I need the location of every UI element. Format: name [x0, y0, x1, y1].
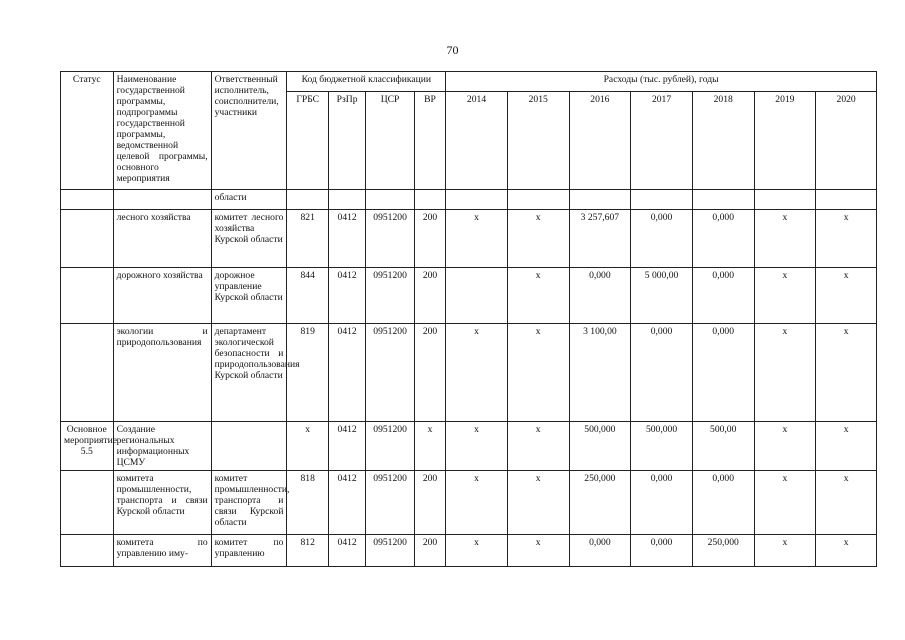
cell-code: х: [287, 422, 328, 471]
table-row: [61, 190, 877, 210]
header-name: Наименование государственной программы, подпрограммы государственной программы, ведомственной целевой программы, основного мероприятия: [113, 72, 211, 190]
cell-value: х: [446, 422, 508, 471]
cell-responsible: [211, 422, 287, 471]
table-row: [61, 471, 877, 535]
header-code-grbs: ГРБС: [287, 92, 328, 190]
cell-value: [816, 190, 877, 210]
cell-value: х: [754, 422, 816, 471]
cell-value: х: [816, 268, 877, 324]
header-year: 2019: [754, 92, 816, 190]
header-status: Статус: [61, 72, 114, 190]
cell-value: 0,000: [569, 268, 631, 324]
header-responsible: Ответственный исполнитель, соисполнители, участники: [211, 72, 287, 190]
cell-code: 0412: [328, 324, 365, 422]
cell-value: х: [507, 471, 569, 535]
cell-name: лесного хозяйства: [113, 210, 211, 268]
cell-code: 0951200: [366, 210, 415, 268]
cell-value: 0,000: [631, 535, 693, 567]
cell-code: х: [414, 422, 445, 471]
cell-status: [61, 210, 114, 268]
table-row: [61, 422, 877, 471]
cell-value: 0,000: [631, 471, 693, 535]
cell-responsible: комитет промышленности, транспорта и связи Курской области: [211, 471, 287, 535]
cell-value: [569, 190, 631, 210]
header-code-csr: ЦСР: [366, 92, 415, 190]
cell-value: х: [446, 471, 508, 535]
cell-value: х: [754, 535, 816, 567]
cell-value: х: [507, 535, 569, 567]
cell-value: х: [816, 210, 877, 268]
cell-code: 0951200: [366, 268, 415, 324]
cell-code: 200: [414, 268, 445, 324]
header-code-rzpr: РзПр: [328, 92, 365, 190]
budget-table: [60, 71, 877, 567]
cell-responsible: комитет по управлению: [211, 535, 287, 567]
cell-value: [692, 190, 754, 210]
cell-value: х: [507, 268, 569, 324]
cell-value: 0,000: [692, 324, 754, 422]
header-year: 2016: [569, 92, 631, 190]
cell-value: х: [816, 324, 877, 422]
cell-code: 0412: [328, 268, 365, 324]
cell-code: [366, 190, 415, 210]
cell-code: 0951200: [366, 422, 415, 471]
cell-value: [507, 190, 569, 210]
cell-value: 500,000: [631, 422, 693, 471]
cell-value: [754, 190, 816, 210]
cell-code: 0951200: [366, 471, 415, 535]
header-year: 2018: [692, 92, 754, 190]
cell-code: 200: [414, 324, 445, 422]
cell-value: х: [816, 471, 877, 535]
cell-code: 200: [414, 210, 445, 268]
cell-code: 0412: [328, 471, 365, 535]
header-year: 2017: [631, 92, 693, 190]
cell-name: [113, 190, 211, 210]
cell-responsible: комитет лесного хозяйства Курской области: [211, 210, 287, 268]
cell-value: 250,000: [569, 471, 631, 535]
cell-code: [328, 190, 365, 210]
cell-value: х: [754, 324, 816, 422]
cell-code: [414, 190, 445, 210]
page-number: 70: [446, 43, 459, 57]
cell-value: х: [507, 324, 569, 422]
cell-status: [61, 471, 114, 535]
cell-value: х: [754, 268, 816, 324]
cell-code: 200: [414, 535, 445, 567]
cell-value: [446, 268, 508, 324]
cell-value: 0,000: [692, 471, 754, 535]
header-code-vr: ВР: [414, 92, 445, 190]
cell-name: комитета промышленности, транспорта и связи Курской области: [113, 471, 211, 535]
cell-value: х: [446, 324, 508, 422]
cell-value: 250,000: [692, 535, 754, 567]
cell-code: 0951200: [366, 324, 415, 422]
cell-code: 812: [287, 535, 328, 567]
cell-status: [61, 535, 114, 567]
cell-responsible: департамент экологической безопасности и природопользования Курской области: [211, 324, 287, 422]
cell-responsible: дорожное управление Курской области: [211, 268, 287, 324]
table-row: [61, 324, 877, 422]
cell-code: 0951200: [366, 535, 415, 567]
cell-value: 3 257,607: [569, 210, 631, 268]
cell-value: 0,000: [692, 268, 754, 324]
cell-code: 844: [287, 268, 328, 324]
table-row: [61, 535, 877, 567]
cell-code: 0412: [328, 422, 365, 471]
cell-code: 818: [287, 471, 328, 535]
cell-value: [446, 190, 508, 210]
cell-value: х: [446, 535, 508, 567]
header-expenses-group: Расходы (тыс. рублей), годы: [446, 72, 877, 92]
cell-status: [61, 324, 114, 422]
cell-code: 0412: [328, 210, 365, 268]
cell-value: х: [816, 422, 877, 471]
cell-code: 200: [414, 471, 445, 535]
table-row: [61, 210, 877, 268]
cell-value: х: [816, 535, 877, 567]
cell-code: 819: [287, 324, 328, 422]
cell-name: комитета по управлению иму-: [113, 535, 211, 567]
cell-value: 5 000,00: [631, 268, 693, 324]
cell-value: х: [754, 471, 816, 535]
cell-status: [61, 268, 114, 324]
table-row: [61, 268, 877, 324]
header-year: 2014: [446, 92, 508, 190]
cell-value: [631, 190, 693, 210]
cell-value: 0,000: [569, 535, 631, 567]
header-code-group: Код бюджетной классификации: [287, 72, 446, 92]
cell-value: 500,00: [692, 422, 754, 471]
cell-value: 500,000: [569, 422, 631, 471]
cell-status: Основное мероприятие 5.5: [61, 422, 114, 471]
cell-value: 0,000: [692, 210, 754, 268]
cell-name: Создание региональных информационных ЦСМУ: [113, 422, 211, 471]
cell-name: дорожного хозяйства: [113, 268, 211, 324]
cell-code: 0412: [328, 535, 365, 567]
cell-code: [287, 190, 328, 210]
cell-value: 0,000: [631, 210, 693, 268]
cell-value: 3 100,00: [569, 324, 631, 422]
header-year: 2020: [816, 92, 877, 190]
cell-value: х: [754, 210, 816, 268]
cell-responsible: области: [211, 190, 287, 210]
cell-value: х: [507, 210, 569, 268]
cell-value: 0,000: [631, 324, 693, 422]
cell-value: х: [507, 422, 569, 471]
cell-status: [61, 190, 114, 210]
cell-name: экологии и природопользования: [113, 324, 211, 422]
header-year: 2015: [507, 92, 569, 190]
cell-value: х: [446, 210, 508, 268]
cell-code: 821: [287, 210, 328, 268]
